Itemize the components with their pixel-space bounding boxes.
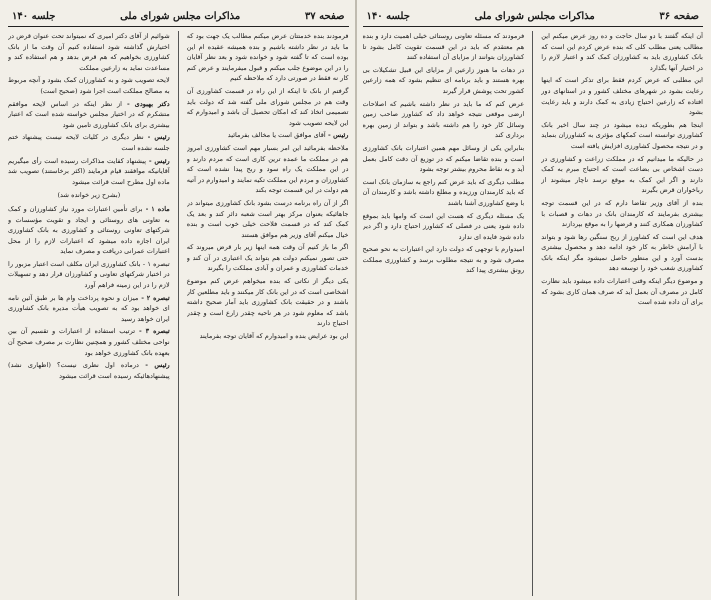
body-paragraph: اینجا هم بطوریکه دیده میشود در چند سال اخیر بانک کشاورزی توانسته است کمکهای مؤثری به کشاورزان بنماید و در نتیجه محصول کشاورزی افزایش یافته است xyxy=(541,120,703,150)
right-page-number: صفحه ۳۶ xyxy=(659,10,699,22)
right-page xyxy=(363,6,704,596)
speech-text: از نظر اینکه در اساس لایحه موافقم متشکرم که در اختیار مجلس خواسته شده است که اعتبار بیشتری برای بانک کشاورزی تامین شود xyxy=(8,99,170,129)
left-page-left-column xyxy=(8,31,170,596)
body-paragraph: شوائیم از آقای دکتر امیری که نمیتواند تحت عنوان قرض در اختیارش گذاشته شود استفاده کنیم آن وقت ما از بانک کشاورزی بخواهیم که هم قرض بدهد و هم استفاده کند و مساعدت نماید به زارعین مملکت xyxy=(8,32,170,72)
body-paragraph: ملاحظه بفرمائید این امر بسیار مهم است کشاورزی امروز هم در مملکت ما عمده ترین کاری است که مردم دارند و در این مملکت یک راه سود و ربح پیدا نشده است که کشاورزان و مردم این مملکت تکیه نمایند و امیدوارم در آتیه هم دولت در این قسمت توجه بکند xyxy=(186,143,349,195)
article-paragraph xyxy=(8,204,170,257)
speaker-paragraph xyxy=(8,132,170,153)
body-paragraph: عرض کنم که ما باید در نظر داشته باشیم که اصلاحات ارضی موقعی نتیجه خواهد داد که کشاورز صاحب زمین وسائل کار خود را هم داشته باشد و بتواند از زمین بهره برداری کند xyxy=(362,99,525,140)
left-page-session: جلسه ۱۴۰ xyxy=(12,10,56,22)
left-page-right-column xyxy=(187,31,349,596)
body-paragraph: این بود عرایض بنده و امیدوارم که آقایان توجه بفرمایند xyxy=(199,332,349,341)
body-paragraph: فرمودند که مسئله تعاونی روستائی خیلی اهمیت دارد و بنده هم معتقدم که باید در این قسمت تقویت کامل بشود تا کشاورزان بتوانند از مزایای آن استفاده کنند xyxy=(362,32,525,62)
speech-text: نظر دیگری در کلیات لایحه نیست پیشنهاد ختم جلسه نشده است xyxy=(8,133,170,152)
article-paragraph xyxy=(8,293,170,325)
left-page-header xyxy=(8,6,349,27)
body-paragraph: یک مسئله دیگری که هست این است که وامها باید بموقع داده شود یعنی در فصلی که کشاورز احتیاج دارد و اگر دیر داده شود فایده ای ندارد xyxy=(362,211,525,241)
right-page-columns xyxy=(363,31,704,596)
body-paragraph: یکی دیگر از نکاتی که بنده میخواهم عرض کنم موضوع اشخاصی است که در این بانک کار میکنند و باید مطلعین کار باشند و در حقیقت بانک کشاورزی باید آمار صحیح داشته باشد که معلوم شود در هر ناحیه چقدر زارع است و چقدر احتیاج دارند xyxy=(186,277,349,328)
body-paragraph: و موضوع دیگر اینکه وقتی اعتبارات داده میشود باید نظارت کامل در مصرف آن بعمل آید که صرف همان کاری بشود که برای آن داده شده است xyxy=(541,277,703,307)
body-paragraph: فرمودند بنده خدمتتان عرض میکنم مطالب یک جهت بود که ما باید در نظر داشته باشیم و بنده همیشه عقیده ام این بوده است که تا گفته شود و خوانده شود و بعد نظر آقایان را در این موضوع جلب میکنم و قبول میفرمایند و عرض کنم کار نه فقط در صورتی دارد که ملاحظه کنیم xyxy=(186,32,349,83)
column-divider xyxy=(532,31,533,596)
body-paragraph: در حالیکه ما میدانیم که در مملکت زراعت و کشاورزی در دست اشخاص بی بضاعت است که احتیاج مبرم به کمک دارند و اگر این کمک به موقع نرسد ناچار میشوند از رباخواران قرض بگیرند xyxy=(541,154,703,195)
article-text: برای تأمین اعتبارات مورد نیاز کشاورزان و کمک به تعاونی های روستائی و ایجاد و تقویت مؤسسات و شرکتهای تعاونی روستائی و کشاورزی به بانک کشاورزی ایران اجازه داده میشود که اعتبارات لازم را از محل اعتبارات عمرانی دریافت و مصرف نماید xyxy=(8,204,170,256)
article-label: تبصره ۲ - xyxy=(138,293,170,302)
speech-text: درماده اول نظری نیست؟ (اظهاری نشد) پیشنهادهائیکه رسیده است قرائت میشود xyxy=(8,361,170,380)
right-page-title: مذاکرات مجلس شورای ملی xyxy=(474,10,595,22)
body-paragraph: آن اینکه گفتند با دو سال حاجت و ده روز عرض میکنم این مطالب یعنی مطلب کلی که بنده عرض کردم این است که بانک کشاورزی باید به کشاورزان کمک کند و اعتبار لازم را در اختیار آنها بگذارد xyxy=(541,32,703,72)
left-page-number: صفحه ۳۷ xyxy=(304,10,345,22)
body-paragraph: هدف این است که کشاورز از ربح سنگین رها شود و بتواند با آرامش خاطر به کار خود ادامه دهد و محصول بیشتری بدست آورد و این منظور حاصل نمیشود مگر اینکه بانک کشاورزی شعب خود را توسعه دهد xyxy=(541,232,703,273)
right-page-right-column xyxy=(541,31,703,596)
speaker-paragraph xyxy=(8,156,170,188)
speech-text: پیشنهاد کفایت مذاکرات رسیده است رأی میگیریم آقایانیکه موافقند قیام فرمایند (اکثر برخاستند) تصویب شد ماده اول مطرح است قرائت میشود xyxy=(8,156,170,186)
article-label: ماده ۱ - xyxy=(142,204,170,213)
body-paragraph: مطلب دیگری که باید عرض کنم راجع به سازمان بانک است که باید کارمندان ورزیده و مطلع داشته باشد و کارمندان آن با وضع کشاورزی آشنا باشند xyxy=(362,177,525,207)
body-paragraph: امیدوارم با توجهی که دولت دارد این اعتبارات به نحو صحیح مصرف شود و به نتیجه مطلوب برسد و کشاورزی مملکت رونق بیشتری پیدا کند xyxy=(362,245,525,275)
speaker-name: رئیس - xyxy=(143,133,170,142)
body-paragraph: در دهات ما هنوز زارعین از مزایای این قبیل تشکیلات بی بهره هستند و باید برنامه ای تنظیم بشود که همه زارعین کشور تحت پوشش قرار گیرند xyxy=(362,65,525,95)
article-text: میزان و نحوه پرداخت وام ها بر طبق آئین نامه ای خواهد بود که به تصویب هیأت مدیره بانک کشاورزی ایران خواهد رسید xyxy=(8,293,170,323)
body-paragraph: بنده از آقای وزیر تقاضا دارم که در این قسمت توجه بیشتری بفرمایند که کارمندان بانک در دهات و قصبات با کشاورزان همکاری کنند و قرضها را به موقع بپردازند xyxy=(541,198,703,229)
speaker-paragraph xyxy=(187,130,349,141)
body-paragraph: بنابراین یکی از وسائل مهم همین اعتبارات بانک کشاورزی است و بنده تقاضا میکنم که در توزیع آن دقت کامل بعمل آید و به نقاط محروم بیشتر توجه بشود xyxy=(362,143,525,174)
right-page-left-column xyxy=(363,31,525,596)
body-paragraph: این مطلبی که عرض کردم فقط برای تذکر است که اینها رعایت بشود در شهرهای مختلف کشور و در استانهای دور افتاده که زارعین احتیاج زیادی به کمک دارند و باید رعایت بشود xyxy=(541,76,703,117)
speaker-name: رئیس - xyxy=(325,131,349,140)
speech-text: آقای موافق است یا مخالف بفرمائید xyxy=(227,131,326,140)
column-divider xyxy=(178,31,179,596)
page-gutter xyxy=(355,0,357,600)
speaker-name: رئیس - xyxy=(138,361,170,370)
body-paragraph: اگر ما باز کنیم آن وقت همه اینها زیر بار قرض میروند که حتی تصور نمیکنم دولت هم بتواند یک اعتباری در آن کند و خدمات کشاورزی و عمران و آبادی مملکت را بگیرند xyxy=(186,243,349,273)
article-paragraph xyxy=(8,326,170,358)
article-text: ترتیب استفاده از اعتبارات و تقسیم آن بین نواحی مختلف کشور و همچنین نظارت بر مصرف صحیح آن بعهده بانک کشاورزی خواهد بود xyxy=(8,327,170,357)
centered-note: (بشرح زیر خوانده شد) xyxy=(57,191,121,200)
body-paragraph: اگر از آن راه برنامه درست بشود بانک کشاورزی میتواند در جاهائیکه بعنوان مرکز بهتر است شعبه دائر کند و بعد یک کمک کند که در قسمت فلاحت خیلی خوب است و بنده خیال میکنم آقای وزیر هم موافق هستند xyxy=(186,198,349,239)
speaker-name: دکتر بهبودی - xyxy=(121,99,170,108)
left-page xyxy=(8,6,349,596)
speaker-paragraph xyxy=(8,99,170,131)
article-label: تبصره ۳ - xyxy=(135,327,170,336)
left-page-title: مذاکرات مجلس شورای ملی xyxy=(120,10,241,22)
speaker-name: رئیس - xyxy=(146,156,170,165)
body-paragraph: تبصره ۱ - بانک کشاورزی ایران مکلف است اعتبار مزبور را در اختیار شرکتهای تعاونی و کشاورزان قرار دهد و تسهیلات لازم را در این زمینه فراهم آورد xyxy=(8,259,170,290)
speaker-paragraph xyxy=(8,360,170,381)
left-page-columns xyxy=(8,31,349,596)
right-page-session: جلسه ۱۴۰ xyxy=(366,10,410,22)
right-page-header xyxy=(363,6,704,27)
body-paragraph: گرفتم از بانک تا اینکه از این راه در قسمت کشاورزی آن وقت هم در مجلس شورای ملی گفته شد که دولت باید تصمیمی اتخاذ کند که امکان تحصیل آن باشد و امیدوارم که این لایحه تصویب شود xyxy=(186,86,349,127)
body-paragraph: لایحه تصویب شود و به کشاورزان کمک بشود و آنچه مربوط به مصالح مملکت است اجرا شود (صحیح است) xyxy=(8,76,170,95)
